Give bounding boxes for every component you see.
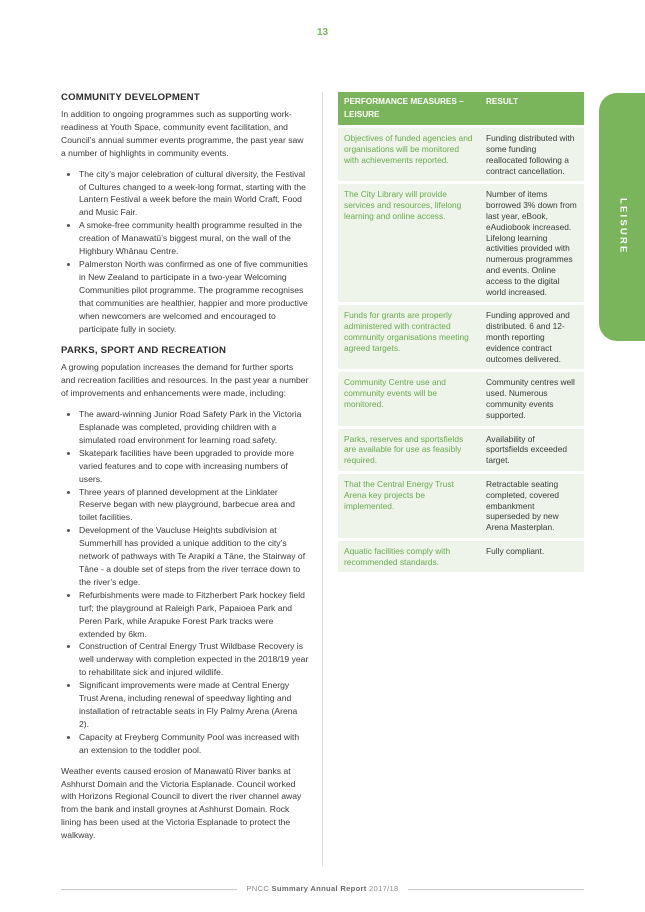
- parks-closing: Weather events caused erosion of Manawatū River banks at Ashhurst Domain and the Victoria Esplanade. Council worked with Horizons Regional Council to divert the river channel away from the bank and install groynes at Ashhurst Domain. Rock lining has been used at the Victoria Esplanade to protect the walkway.: [61, 765, 302, 841]
- table-row: [338, 427, 584, 472]
- list-item: • Skatepark facilities have been upgraded to provide more varied features and to cope with increasing numbers of users.: [79, 447, 309, 486]
- side-tab-text: LEISURE: [617, 197, 629, 255]
- community-bullets: [61, 168, 309, 336]
- measure-cell: Community Centre use and community events will be monitored.: [338, 371, 480, 427]
- list-item: • Palmerston North was confirmed as one of five communities in New Zealand to participate in a two-year Welcoming Communities pilot programme. The programme recognises that communities are healthier, happier and more productive when newcomers are welcomed and encouraged to participate fully in society.: [79, 258, 309, 335]
- parks-bullets: [61, 408, 309, 756]
- measure-cell: Objectives of funded agencies and organisations will be monitored with achievements reported.: [338, 127, 480, 183]
- page-footer: [0, 884, 645, 893]
- parks-intro: A growing population increases the demand for further sports and recreation facilities and resources. In the past year a number of improvements and enhancements were made, including:: [61, 362, 309, 399]
- measure-cell: Aquatic facilities comply with recommended standards.: [338, 539, 480, 572]
- table-row: [338, 183, 584, 304]
- table-row: [338, 539, 584, 572]
- result-cell: Fully compliant.: [480, 539, 584, 572]
- measure-cell: That the Central Energy Trust Arena key projects be implemented.: [338, 472, 480, 539]
- list-item: • Capacity at Freyberg Community Pool was increased with an extension to the toddler pool.: [79, 731, 309, 757]
- header-measure: PERFORMANCE MEASURES – LEISURE: [338, 92, 480, 127]
- result-cell: Funding approved and distributed. 6 and 12-month reporting evidence contract outcomes delivered.: [480, 304, 584, 371]
- result-cell: Community centres well used. Numerous community events supported.: [480, 371, 584, 427]
- community-heading: COMMUNITY DEVELOPMENT: [61, 92, 200, 103]
- list-item: • Refurbishments were made to Fitzherbert Park hockey field turf; the playground at Raleigh Park, Papaioea Park and Peren Park, while Arapuke Forest Park tracks were extended by 6km.: [79, 589, 309, 641]
- list-item: • A smoke-free community health programme resulted in the creation of Manawatū’s biggest mural, on the wall of the Highbury Whānau Centre.: [79, 219, 309, 258]
- measure-cell: The City Library will provide services and resources, lifelong learning and online access.: [338, 183, 480, 304]
- result-cell: Availability of sportsfields exceeded target.: [480, 427, 584, 472]
- table-row: [338, 371, 584, 427]
- table-row: [338, 127, 584, 183]
- footer-report: Summary Annual Report: [271, 884, 367, 893]
- list-item: • Three years of planned development at the Linklater Reserve began with new playground, barbecue area and toilet facilities.: [79, 486, 309, 525]
- list-item: • The city’s major celebration of cultural diversity, the Festival of Cultures changed to a week-long format, starting with the Lantern Festival a week before the main World Craft, Food and Music Fair.: [79, 168, 309, 220]
- result-cell: Funding distributed with some funding reallocated following a contract cancellation.: [480, 127, 584, 183]
- parks-heading: PARKS, SPORT AND RECREATION: [61, 345, 227, 357]
- measure-cell: Parks, reserves and sportsfields are available for use as feasibly required.: [338, 427, 480, 472]
- footer-year: 2017/18: [369, 884, 399, 893]
- list-item: • Development of the Vaucluse Heights subdivision at Summerhill has provided a unique addition to the city’s network of pathways with Te Arapiki a Tāne, the Stairway of Tāne - a double set of steps from the river terrace down to the river’s edge.: [79, 524, 309, 589]
- result-cell: Number of items borrowed 3% down from last year, eBook, eAudiobook increased. Lifelong learning activities provided with numerous programmes and events. Online access to the digital world increased.: [480, 183, 584, 304]
- list-item: • Construction of Central Energy Trust Wildbase Recovery is well underway with completion expected in the 2018/19 year to rehabilitate sick and injured wildlife.: [79, 640, 309, 679]
- performance-table: [338, 92, 584, 572]
- header-result: RESULT: [480, 92, 584, 127]
- table-row: [338, 472, 584, 539]
- table-header-row: [338, 92, 584, 127]
- measure-cell: Funds for grants are properly administered with contracted community organisations meeting agreed targets.: [338, 304, 480, 371]
- list-item: • Significant improvements were made at Central Energy Trust Arena, including renewal of speedway lighting and installation of retractable seats in Fly Palmy Arena (Arena 2).: [79, 679, 309, 731]
- list-item: • The award-winning Junior Road Safety Park in the Victoria Esplanade was completed, providing children with a simulated road environment for learning road safety.: [79, 408, 309, 447]
- section-side-tab-label: [611, 196, 635, 256]
- column-divider: [322, 92, 323, 866]
- result-cell: Retractable seating completed, covered embankment superseded by new Arena Masterplan.: [480, 472, 584, 539]
- community-intro: In addition to ongoing programmes such as supporting work-readiness at Youth Space, community event facilitation, and Council’s annual summer events programme, the past year saw a number of highlights in community events.: [61, 109, 304, 158]
- footer-org: PNCC: [246, 884, 270, 893]
- left-column: [61, 92, 309, 850]
- page-number: 13: [316, 27, 329, 38]
- table-row: [338, 304, 584, 371]
